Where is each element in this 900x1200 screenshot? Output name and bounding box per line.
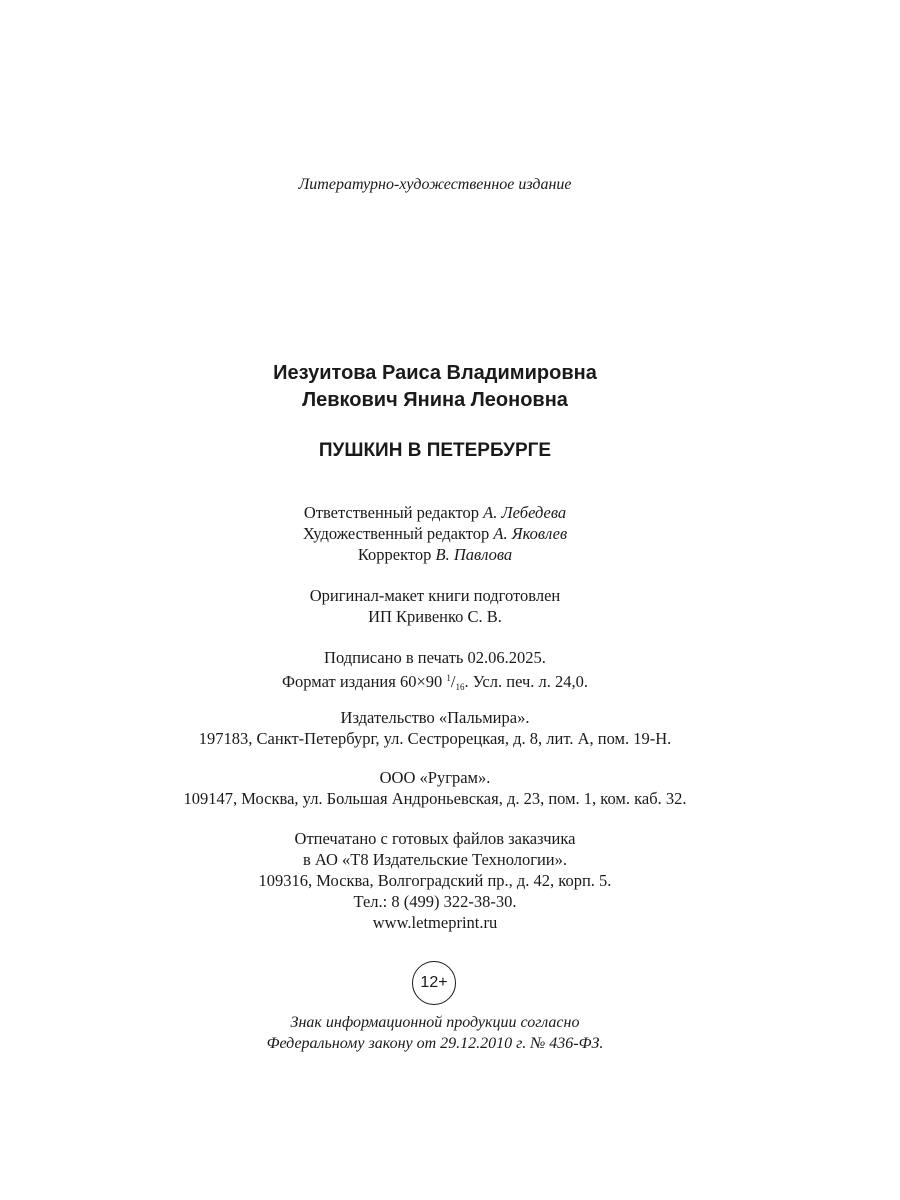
distributor-line: ООО «Руграм». xyxy=(379,768,491,787)
layout-info xyxy=(0,585,870,627)
printer-line: 109316, Москва, Волгоградский пр., д. 42, корп. 5. xyxy=(258,871,612,890)
age-note-line: Федеральному закону от 29.12.2010 г. № 436-ФЗ. xyxy=(266,1035,604,1052)
credits xyxy=(0,502,870,565)
credit-role: Ответственный редактор xyxy=(303,503,480,522)
signed-date: Подписано в печать 02.06.2025. xyxy=(324,648,546,667)
printer-info xyxy=(0,828,870,933)
printer-website: www.letmeprint.ru xyxy=(372,913,498,932)
credit-line xyxy=(0,544,870,565)
printer-line: в АО «Т8 Издательские Технологии». xyxy=(302,850,568,869)
format-num: 1 xyxy=(446,673,451,683)
edition-type: Литературно-художественное издание xyxy=(298,176,572,193)
print-info xyxy=(0,647,870,698)
distributor-info xyxy=(0,767,870,809)
printer-line: Тел.: 8 (499) 322-38-30. xyxy=(353,892,517,911)
publisher-line: Издательство «Пальмира». xyxy=(340,708,530,727)
author-1: Иезуитова Раиса Владимировна xyxy=(273,362,597,384)
printer-line: Отпечатано с готовых файлов заказчика xyxy=(294,829,576,848)
authors xyxy=(0,360,870,414)
age-note-line: Знак информационной продукции согласно xyxy=(290,1014,580,1031)
publisher-line: 197183, Санкт-Петербург, ул. Сестрорецкая, д. 8, лит. А, пом. 19-Н. xyxy=(198,729,672,748)
credit-role: Корректор xyxy=(357,545,432,564)
credit-name: А. Лебедева xyxy=(483,503,567,522)
credit-role: Художественный редактор xyxy=(302,524,490,543)
credit-name: В. Павлова xyxy=(435,545,513,564)
book-title: ПУШКИН В ПЕТЕРБУРГЕ xyxy=(318,440,552,461)
format-line xyxy=(0,668,870,698)
format-fraction: $^1/_{16}$ xyxy=(446,672,465,692)
credit-line xyxy=(0,523,870,544)
credit-name: А. Яковлев xyxy=(493,524,568,543)
format-suffix: . Усл. печ. л. 24,0. xyxy=(464,672,589,691)
credit-line xyxy=(0,502,870,523)
publisher-info xyxy=(0,707,870,749)
age-rating-note xyxy=(0,1012,870,1054)
format-den: 16 xyxy=(455,682,465,692)
layout-line: Оригинал-макет книги подготовлен xyxy=(309,586,561,605)
layout-line: ИП Кривенко С. В. xyxy=(368,607,502,626)
age-rating-badge: 12+ xyxy=(412,961,456,1005)
format-prefix: Формат издания 60×90 xyxy=(281,672,443,691)
author-2: Левкович Янина Леоновна xyxy=(302,389,568,411)
distributor-line: 109147, Москва, ул. Большая Андроньевская, д. 23, пом. 1, ком. каб. 32. xyxy=(183,789,687,808)
